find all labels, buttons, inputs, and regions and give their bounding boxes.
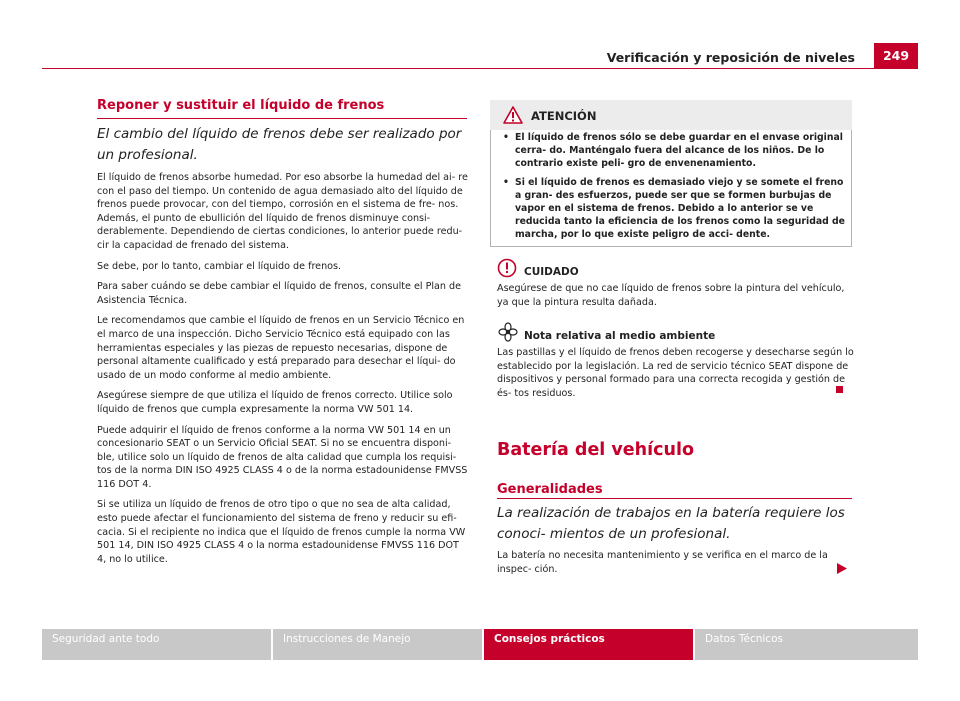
caution-title: CUIDADO: [524, 266, 579, 278]
brake-fluid-body: [97, 171, 469, 573]
continue-arrow-icon: [837, 563, 847, 574]
attention-item-text: Si el líquido de frenos es demasiado viejo y se somete el freno a gran- des esfuerzos, puede ser que se formen burbujas de vapor en el sistema de frenos. Debido a lo anterior se ve reducida tanto la eficiencia de los frenos como la seguridad de marcha, por lo que existe peligro de acci- dente.: [515, 176, 845, 241]
page-number: 249: [874, 43, 918, 69]
caution-text: Asegúrese de que no cae líquido de frenos sobre la pintura del vehículo, ya que la pintura resulta dañada.: [497, 283, 845, 308]
paragraph: El líquido de frenos absorbe humedad. Por eso absorbe la humedad del ai- re con el paso del tiempo. Un contenido de agua demasiado alto del líquido de frenos puede provocar, con del tiempo, corrosión en el sistema de fre- nos. Además, el punto de ebullición del líquido de frenos disminuye consi- derablemente. Dependiendo de ciertas condiciones, lo anterior puede redu- cir la capacidad de frenado del sistema.: [97, 172, 468, 251]
caution-circle-icon: [497, 258, 517, 278]
attention-item: [503, 131, 845, 171]
nav-tab-seguridad[interactable]: Seguridad ante todo: [42, 629, 271, 660]
warning-triangle-icon: [503, 106, 523, 124]
environment-flower-icon: [498, 322, 518, 342]
lead-text-battery: La realización de trabajos en la batería requiere los conoci- mientos de un profesional.: [497, 505, 845, 542]
paragraph: Le recomendamos que cambie el líquido de frenos en un Servicio Técnico en el marco de una inspección. Dicho Servicio Técnico está equipado con las herramientas especiales y las piezas de repuesto necesarias, dispone de personal altamente cualificado y está preparado para desechar el líqui- do usado de un modo conforme al medio ambiente.: [97, 315, 465, 381]
paragraph: Para saber cuándo se debe cambiar el líquido de frenos, consulte el Plan de Asistencia Técnica.: [97, 281, 462, 306]
environment-note-title: Nota relativa al medio ambiente: [524, 330, 716, 342]
paragraph: Asegúrese siempre de que utiliza el líquido de frenos correcto. Utilice solo líquido de frenos que cumpla expresamente la norma VW 501 14.: [97, 390, 453, 415]
paragraph: Se debe, por lo tanto, cambiar el líquido de frenos.: [97, 260, 342, 272]
nav-tab-instrucciones[interactable]: Instrucciones de Manejo: [273, 629, 482, 660]
running-header-title: Verificación y reposición de niveles: [606, 50, 855, 65]
chapter-title-battery: Batería del vehículo: [497, 440, 694, 460]
paragraph: Si se utiliza un líquido de frenos de otro tipo o que no sea de alta calidad, esto puede afectar el funcionamiento del sistema de freno y reducir su efi- cacia. Si el recipiente no indica que el líquido de frenos cumple la norma VW 501 14, DIN ISO 4925 CLASS 4 o la norma estadounidense FMVSS 116 DOT 4, no lo utilice.: [97, 499, 466, 565]
attention-title: ATENCIÓN: [531, 109, 597, 123]
section-title-brake-fluid: Reponer y sustituir el líquido de frenos: [97, 98, 385, 113]
nav-tab-datos[interactable]: Datos Técnicos: [695, 629, 918, 660]
nav-tab-consejos[interactable]: Consejos prácticos: [484, 629, 693, 660]
lead-text-brake-fluid: El cambio del líquido de frenos debe ser realizado por un profesional.: [97, 126, 462, 163]
section-title-underline: [97, 118, 467, 119]
battery-text: La batería no necesita mantenimiento y se verifica en el marco de la inspec- ción.: [497, 550, 828, 575]
end-square-icon: [836, 386, 843, 393]
bullet-icon: •: [503, 176, 509, 188]
attention-item-text: El líquido de frenos sólo se debe guardar en el envase original cerra- do. Manténgalo fuera del alcance de los niños. De lo contrario existe peli- gro de envenenamiento.: [515, 132, 843, 170]
header-rule: [42, 68, 874, 69]
attention-list: [503, 131, 845, 247]
bullet-icon: •: [503, 132, 509, 143]
attention-item: [503, 176, 845, 242]
section-title-underline: [497, 498, 852, 499]
section-title-general: Generalidades: [497, 482, 603, 497]
environment-note-text: Las pastillas y el líquido de frenos deben recogerse y desecharse según lo establecido por la legislación. La red de servicio técnico SEAT dispone de dispositivos y personal formado para una correcta recogida y gestión de és- tos residuos.: [497, 347, 854, 399]
paragraph: Puede adquirir el líquido de frenos conforme a la norma VW 501 14 en un concesionario SEAT o un Servicio Oficial SEAT. Si no se encuentra disponi- ble, utilice solo un líquido de frenos de alta calidad que cumpla los requisi- tos de la norma DIN ISO 4925 CLASS 4 o de la norma estadounidense FMVSS 116 DOT 4.: [97, 424, 468, 490]
